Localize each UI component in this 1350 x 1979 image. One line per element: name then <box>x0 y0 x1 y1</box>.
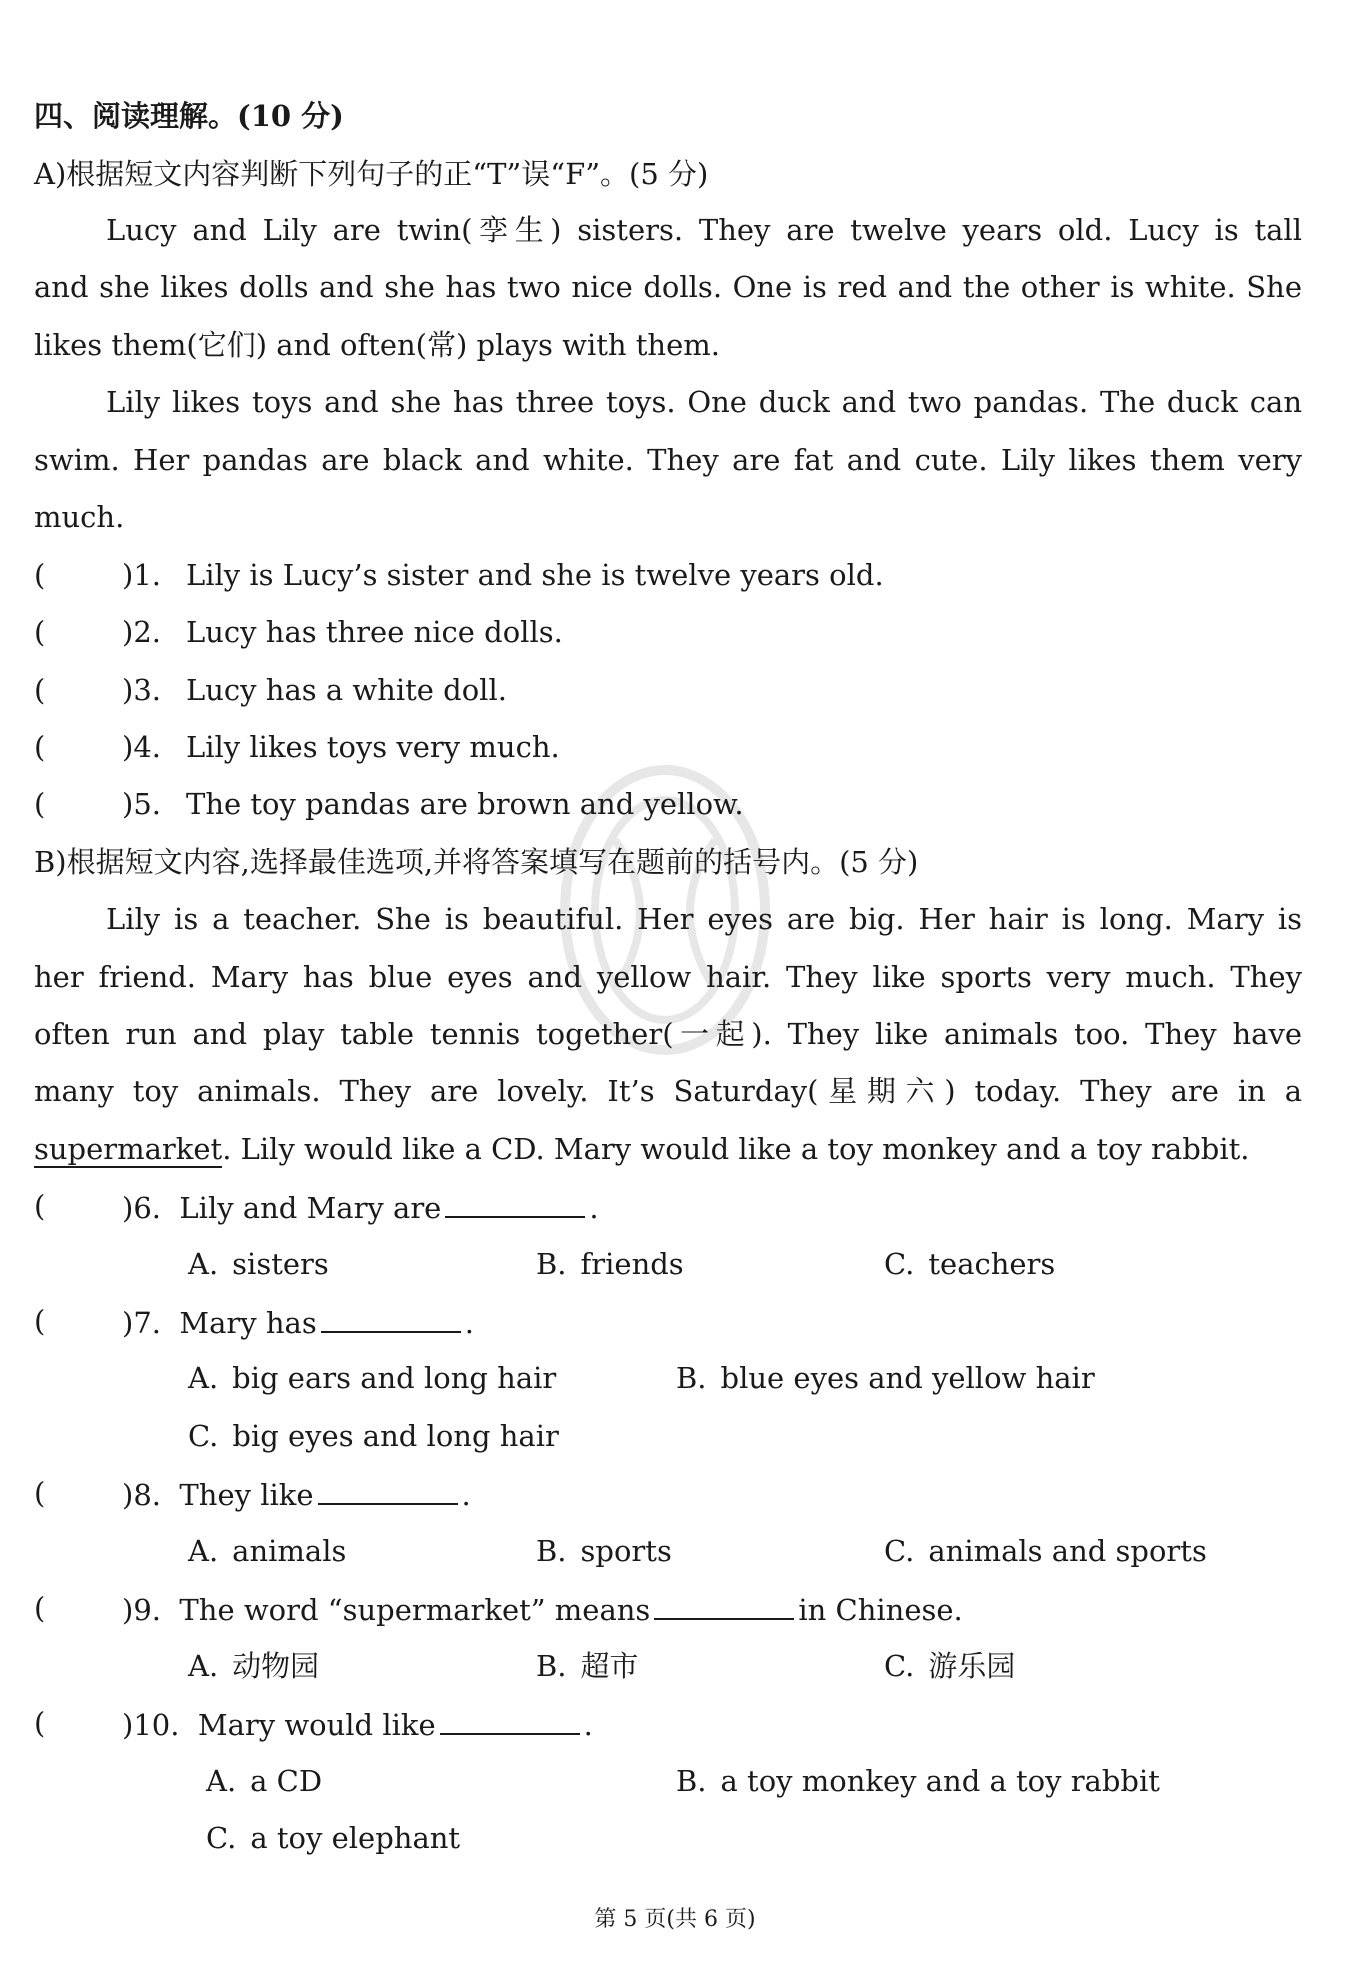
question-stem <box>122 1186 599 1228</box>
answer-bracket[interactable]: ( <box>34 558 46 592</box>
passage-b-line: her friend. Mary has blue eyes and yellow hair. They like sports very much. They <box>34 960 1302 994</box>
question-number: )9. <box>122 1593 161 1627</box>
answer-bracket[interactable]: ( <box>34 1476 46 1510</box>
option-a[interactable]: A. animals <box>188 1534 347 1568</box>
option-c[interactable]: C. a toy elephant <box>206 1821 461 1855</box>
passage-b-line: often run and play table tennis together(一起). They like animals too. They have <box>34 1017 1302 1051</box>
answer-blank[interactable] <box>321 1301 461 1333</box>
question-text-end: . <box>461 1478 471 1512</box>
answer-blank[interactable] <box>445 1186 585 1218</box>
question-text: They like <box>179 1478 314 1512</box>
question-text: Mary has <box>179 1306 317 1340</box>
question-text: Lily likes toys very much. <box>186 730 560 764</box>
part-b-instruction: B)根据短文内容,选择最佳选项,并将答案填写在题前的括号内。(5 分) <box>34 845 919 879</box>
question-text: Lily and Mary are <box>179 1191 442 1225</box>
question-text: Lucy has a white doll. <box>186 673 507 707</box>
section-title: 四、阅读理解。(10 分) <box>34 99 344 133</box>
page-footer: 第 5 页(共 6 页) <box>594 1907 756 1932</box>
underlined-word: supermarket <box>34 1132 223 1166</box>
option-c[interactable]: C. big eyes and long hair <box>188 1419 559 1453</box>
option-a[interactable]: A. sisters <box>188 1247 329 1281</box>
question-number: )3. <box>122 673 161 707</box>
question-number: )10. <box>122 1708 180 1742</box>
question-number: )8. <box>122 1478 161 1512</box>
option-a[interactable]: A. a CD <box>206 1764 323 1798</box>
question-text-end: . <box>589 1191 599 1225</box>
question-text-end: in Chinese. <box>798 1593 963 1627</box>
passage-b-line <box>34 1129 1316 1169</box>
passage-a-line: much. <box>34 500 125 534</box>
answer-blank[interactable] <box>654 1588 794 1620</box>
question-stem <box>122 1301 474 1343</box>
passage-a-line: and she likes dolls and she has two nice dolls. One is red and the other is white. She <box>34 270 1302 304</box>
answer-bracket[interactable]: ( <box>34 1591 46 1625</box>
part-a-instruction: A)根据短文内容判断下列句子的正“T”误“F”。(5 分) <box>34 157 709 191</box>
question-number: )1. <box>122 558 161 592</box>
passage-a-line: Lucy and Lily are twin(孪生) sisters. They are twelve years old. Lucy is tall <box>106 213 1302 247</box>
option-c[interactable]: C. 游乐园 <box>884 1649 1016 1683</box>
passage-b-line: many toy animals. They are lovely. It’s Saturday(星期六) today. They are in a <box>34 1074 1302 1108</box>
passage-b-line: Lily is a teacher. She is beautiful. Her eyes are big. Her hair is long. Mary is <box>106 902 1302 936</box>
passage-a-line: Lily likes toys and she has three toys. One duck and two pandas. The duck can <box>106 385 1302 419</box>
answer-bracket[interactable]: ( <box>34 673 46 707</box>
question-stem <box>122 1588 963 1630</box>
answer-bracket[interactable]: ( <box>34 1304 46 1338</box>
answer-bracket[interactable]: ( <box>34 730 46 764</box>
option-b[interactable]: B. 超市 <box>536 1649 639 1683</box>
option-b[interactable]: B. a toy monkey and a toy rabbit <box>676 1764 1160 1798</box>
question-text-end: . <box>583 1708 593 1742</box>
option-a[interactable]: A. 动物园 <box>188 1649 320 1683</box>
question-text: Lily is Lucy’s sister and she is twelve years old. <box>186 558 884 592</box>
answer-bracket[interactable]: ( <box>34 1189 46 1223</box>
option-b[interactable]: B. friends <box>536 1247 684 1281</box>
option-c[interactable]: C. teachers <box>884 1247 1056 1281</box>
answer-blank[interactable] <box>440 1703 580 1735</box>
question-number: )2. <box>122 615 161 649</box>
answer-bracket[interactable]: ( <box>34 615 46 649</box>
question-text: Mary would like <box>197 1708 436 1742</box>
question-number: )7. <box>122 1306 161 1340</box>
question-text-end: . <box>464 1306 474 1340</box>
option-b[interactable]: B. sports <box>536 1534 672 1568</box>
question-stem <box>122 1703 593 1745</box>
question-text: Lucy has three nice dolls. <box>186 615 563 649</box>
question-text: The toy pandas are brown and yellow. <box>186 787 744 821</box>
passage-a-line: swim. Her pandas are black and white. They are fat and cute. Lily likes them very <box>34 443 1302 477</box>
answer-blank[interactable] <box>318 1473 458 1505</box>
question-number: )5. <box>122 787 161 821</box>
passage-a-line: likes them(它们) and often(常) plays with them. <box>34 328 720 362</box>
option-a[interactable]: A. big ears and long hair <box>188 1361 557 1395</box>
answer-bracket[interactable]: ( <box>34 787 46 821</box>
answer-bracket[interactable]: ( <box>34 1706 46 1740</box>
question-stem <box>122 1473 471 1515</box>
question-number: )6. <box>122 1191 161 1225</box>
question-number: )4. <box>122 730 161 764</box>
option-c[interactable]: C. animals and sports <box>884 1534 1207 1568</box>
passage-b-line-rest: . Lily would like a CD. Mary would like a toy monkey and a toy rabbit. <box>222 1132 1250 1166</box>
option-b[interactable]: B. blue eyes and yellow hair <box>676 1361 1095 1395</box>
question-text: The word “supermarket” means <box>179 1593 651 1627</box>
